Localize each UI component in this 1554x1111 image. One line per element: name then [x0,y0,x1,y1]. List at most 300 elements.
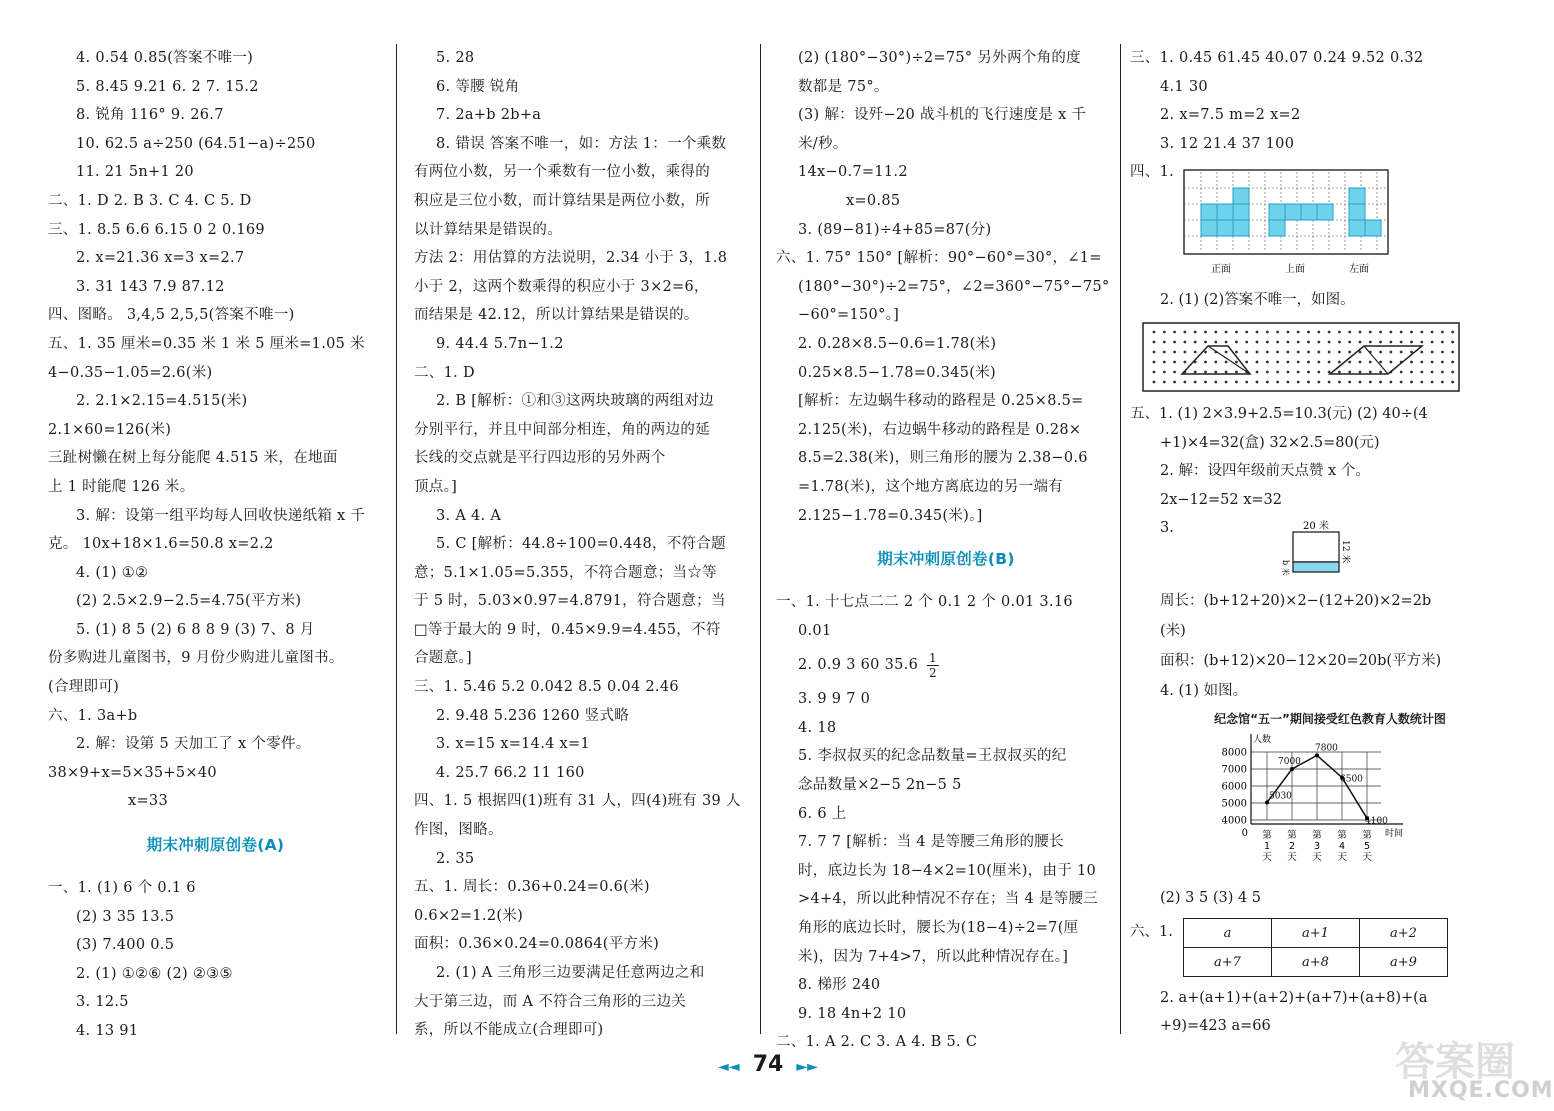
answer-line: 2. 9.48 5.236 1260 竖式略 [436,707,630,724]
grid-dot [1369,361,1372,364]
grid-dot [1214,341,1217,344]
y-tick-label: 6000 [1221,781,1247,793]
x-tick-label: 天 [1312,852,1322,863]
grid-dot [1348,331,1351,334]
answer-line: 2. (1) ①②⑥ (2) ②③⑤ [76,965,233,982]
grid-dot [1163,341,1166,344]
grid-dot [1173,361,1176,364]
answer-column-4 [1130,44,1525,187]
grid-dot [1317,331,1320,334]
answer-column-3 [776,44,1116,1057]
grid-dot [1184,361,1187,364]
grid-dot [1451,381,1454,384]
grid-dot [1410,371,1413,374]
answer-column-2 [414,44,749,1045]
x-tick-label: 第 [1287,830,1297,841]
answer-line: 4.1 30 [1160,78,1208,95]
grid-dot [1410,331,1413,334]
grid-dot [1287,381,1290,384]
grid-dot [1420,331,1423,334]
grid-dot [1369,381,1372,384]
grid-dot [1214,331,1217,334]
grid-dot [1441,381,1444,384]
answer-line: (3) 7.400 0.5 [76,937,175,954]
answer-line: 6. 等腰 锐角 [436,78,520,95]
answer-line: 2.1×60=126(米) [48,421,172,438]
answer-line: 4. (1) ①② [76,564,149,581]
grid-dot [1328,361,1331,364]
grid-dot [1410,361,1413,364]
answer-line: 10. 62.5 a÷250 (64.51−a)÷250 [76,135,316,152]
grid-dot [1173,351,1176,354]
grid-dot [1369,371,1372,374]
grid-dot [1348,361,1351,364]
grid-dot [1194,371,1197,374]
grid-dot [1245,361,1248,364]
grid-dot [1204,371,1207,374]
grid-dot [1235,361,1238,364]
answer-line: 4. 0.54 0.85(答案不唯一) [76,50,254,66]
grid-dot [1235,341,1238,344]
answer-line: 5. 李叔叔买的纪念品数量=王叔叔买的纪 [798,748,1067,765]
grid-dot [1276,381,1279,384]
answer-line: 方法 2：用估算的方法说明，2.34 小于 3，1.8 [414,250,728,267]
expression-table [1183,918,1448,977]
grid-dot [1256,341,1259,344]
watermark-url: MXQE.COM [1408,1078,1554,1103]
grid-dot [1379,361,1382,364]
answer-line: 面积：0.36×0.24=0.0864(平方米) [414,936,660,953]
grid-dot [1204,361,1207,364]
answer-line: 4. 18 [798,719,837,736]
x-tick-label: 第 [1362,830,1372,841]
origin-label: 0 [1241,828,1248,839]
answer-line: 6. 6 上 [798,805,847,822]
answer-line: 4. 25.7 66.2 11 160 [436,764,585,781]
answer-line: 意；5.1×1.05=5.355，不符合题意；当☆等 [414,564,717,581]
grid-dot [1441,371,1444,374]
grid-dot [1276,371,1279,374]
grid-dot [1204,381,1207,384]
rectangle-figure [1275,518,1365,580]
answer-line: 3. 9 9 7 0 [798,691,871,708]
grid-dot [1256,381,1259,384]
answer-line: 4−0.35−1.05=2.6(米) [48,364,213,381]
answer-line: 米/秒。 [798,135,848,152]
grid-dot [1307,361,1310,364]
answer-line: 2. 35 [436,850,475,867]
column-divider [1120,44,1121,1034]
answer-line: (2) (180°−30°)÷2=75° 另外两个角的度 [798,50,1081,66]
table-row [1184,948,1448,977]
y-tick-label: 7000 [1221,764,1247,776]
dot-grid-figure [1142,322,1460,392]
grid-dot [1225,371,1228,374]
grid-dot [1287,341,1290,344]
grid-dot [1235,351,1238,354]
answer-line: 有两位小数，另一个乘数有一位小数，乘得的 [414,164,710,181]
answer-line: 2. x=7.5 m=2 x=2 [1160,107,1301,124]
answer-line: 大于第三边，而 A 不符合三角形的三边关 [414,993,687,1010]
answer-line: 14x−0.7=11.2 [798,164,908,181]
grid-dot [1420,341,1423,344]
answer-line: 0.25×8.5−1.78=0.345(米) [798,364,997,381]
grid-dot [1153,361,1156,364]
answer-line: (米) [1160,623,1186,639]
answer-line: 于 5 时，5.03×0.97=4.8791，符合题意；当 [414,593,726,610]
table-cell: a+8 [1272,948,1360,977]
x-tick-label: 5 [1363,841,1371,852]
answer-line: 上 1 时能爬 126 米。 [48,478,195,495]
grid-dot [1235,381,1238,384]
grid-dot [1307,381,1310,384]
left-view-squares [1349,188,1381,236]
answer-line: 一、1. 十七点二二 2 个 0.1 2 个 0.01 3.16 [776,594,1073,611]
answer-line: 时，底边长为 18−4×2=10(厘米)，由于 10 [798,862,1097,879]
answer-line: □等于最大的 9 时，0.45×9.9=4.455，不符 [414,621,721,638]
table-cell: a+7 [1184,948,1272,977]
grid-dot [1317,381,1320,384]
grid-dot [1400,351,1403,354]
answer-line [776,645,1116,685]
answer-line: 3. x=15 x=14.4 x=1 [436,736,591,753]
answer-line: +9)=423 a=66 [1160,1018,1271,1034]
fraction-denominator: 2 [929,665,937,680]
grid-dot [1390,351,1393,354]
grid-dot [1348,381,1351,384]
answer-line: x=33 [128,793,168,810]
answer-line: 11. 21 5n+1 20 [76,164,194,181]
answer-line: 2.125(米)，右边蜗牛移动的路程是 0.28× [798,421,1082,438]
answer-line: 三、1. 5.46 5.2 0.042 8.5 0.04 2.46 [414,679,679,696]
grid-dot [1317,351,1320,354]
answer-line: 2. 解：设四年级前天点赞 x 个。 [1160,463,1370,480]
answer-line: 六、1. 75° 150° [解析：90°−60°=30°，∠1= [776,250,1102,267]
grid-dot [1451,371,1454,374]
grid-dot [1163,331,1166,334]
grid-dot [1297,341,1300,344]
answer-line: 2x−12=52 x=32 [1160,491,1282,508]
view-label-top: 上面 [1285,264,1305,275]
grid-dot [1328,351,1331,354]
data-label: 7000 [1278,757,1301,767]
answer-line: 角形的底边长时，腰长为(18−4)÷2=7(厘 [798,920,1079,937]
table-cell: a+9 [1360,948,1448,977]
grid-dot [1400,341,1403,344]
grid-dot [1317,371,1320,374]
grid-dot [1214,361,1217,364]
grid-dot [1184,331,1187,334]
grid-dot [1420,381,1423,384]
grid-dot [1287,331,1290,334]
table-row [1184,919,1448,948]
answer-line: 2.125−1.78=0.345(米)。] [798,507,983,524]
grid-dot [1245,331,1248,334]
answer-line: 3. 12 21.4 37 100 [1160,135,1295,152]
grid-dot [1297,351,1300,354]
data-point [1315,753,1319,757]
grid-dot [1400,371,1403,374]
grid-dot [1431,371,1434,374]
grid-dot [1379,371,1382,374]
answer-line: 五、1. (1) 2×3.9+2.5=10.3(元) (2) 40÷(4 [1130,406,1428,422]
column-divider [396,44,397,1034]
answer-line: 米)，因为 7+4>7，所以此种情况存在。] [798,948,1069,965]
grid-dot [1256,361,1259,364]
grid-dot [1163,351,1166,354]
answer-line: 2. 2.1×2.15=4.515(米) [76,393,248,410]
grid-dot [1328,331,1331,334]
grid-dot [1379,351,1382,354]
grid-dot [1451,341,1454,344]
grid-dot [1338,351,1341,354]
top-view-squares [1269,204,1333,236]
grid-dot [1431,361,1434,364]
grid-dot [1317,361,1320,364]
grid-dot [1266,371,1269,374]
x-tick-label: 1 [1263,841,1271,852]
grid-dot [1184,351,1187,354]
grid-dot [1194,341,1197,344]
page-number: 74 [752,1052,784,1077]
grid-dot [1235,371,1238,374]
grid-dot [1410,381,1413,384]
grid-dot [1451,351,1454,354]
view-label-left: 左面 [1349,264,1369,275]
answer-line: 3. 31 143 7.9 87.12 [76,278,225,295]
answer-line: −60°=150°。] [798,307,900,324]
answer-column-1 [48,44,383,1046]
x-tick-label: 第 [1337,830,1347,841]
answer-line: 长线的交点就是平行四边形的另外两个 [414,450,666,467]
shaded-strip [1293,562,1339,572]
answer-line: 9. 44.4 5.7n−1.2 [436,335,564,352]
grid-dot [1390,341,1393,344]
answer-line: (3) 解：设歼−20 战斗机的飞行速度是 x 千 [798,107,1087,124]
grid-dot [1441,341,1444,344]
next-page-arrows-icon: ►► [796,1059,818,1075]
answer-line: 面积：(b+12)×20−12×20=20b(平方米) [1160,653,1442,669]
grid-dot [1204,341,1207,344]
answer-text: 2. 0.9 3 60 35.6 [798,657,919,674]
y-tick-label: 5000 [1221,798,1247,810]
perimeter-area-block [1160,586,1520,706]
answer-line: 2. (1) A 三角形三边要满足任意两边之和 [436,965,705,981]
answer-line: 分别平行，并且中间部分相连，角的两边的延 [414,421,710,438]
answer-line: 2. (1) (2)答案不唯一，如图。 [1160,292,1355,308]
grid-dot [1369,341,1372,344]
answer-line: 四、1. 5 根据四(1)班有 31 人，四(4)班有 39 人 [414,793,741,810]
data-label: 4100 [1365,816,1388,827]
grid-dot [1297,381,1300,384]
answer-line: 克。 10x+18×1.6=50.8 x=2.2 [48,536,274,553]
answer-line: (2) 2.5×2.9−2.5=4.75(平方米) [76,593,302,610]
grid-dot [1338,381,1341,384]
grid-dot [1338,361,1341,364]
answer-line: 8. 梯形 240 [798,977,881,994]
x-tick-label: 天 [1337,852,1347,863]
answer-line: 四、图略。 3,4,5 2,5,5(答案不唯一) [48,307,295,324]
x-tick-label: 第 [1262,830,1272,841]
answer-line: 念品数量×2−5 2n−5 5 [798,777,962,794]
grid-dot [1276,361,1279,364]
grid-dot [1225,341,1228,344]
grid-dot [1225,331,1228,334]
grid-dot [1163,371,1166,374]
grid-dot [1359,341,1362,344]
grid-dot [1297,371,1300,374]
answer-line: 小于 2，这两个数乘得的积应小于 3×2=6， [414,278,709,295]
grid-dot [1235,331,1238,334]
answer-line: 38×9+x=5×35+5×40 [48,764,217,781]
grid-dot [1379,341,1382,344]
grid-dot [1359,371,1362,374]
answer-line: (合理即可) [48,679,120,696]
grid-dot [1431,381,1434,384]
grid-dot [1225,351,1228,354]
answer-line: 三、1. 8.5 6.6 6.15 0 2 0.169 [48,221,265,238]
grid-dot [1184,381,1187,384]
grid-dot [1194,331,1197,334]
grid-dot [1410,341,1413,344]
answer-line: 数都是 75°。 [798,78,889,95]
answer-line: 2. 解：设第 5 天加工了 x 个零件。 [76,736,311,753]
grid-dot [1348,351,1351,354]
grid-dot [1153,371,1156,374]
grid-dot [1153,331,1156,334]
x-axis-label: 时间 [1385,829,1404,839]
grid-dot [1379,331,1382,334]
answer-line: 合题意。] [414,650,472,667]
grid-dot [1204,331,1207,334]
grid-dot [1441,331,1444,334]
x-tick-label: 天 [1362,852,1372,863]
grid-dot [1400,331,1403,334]
grid-dot [1173,331,1176,334]
answer-line: 3. (89−81)÷4+85=87(分) [798,221,992,238]
answer-line: [解析：左边蜗牛移动的路程是 0.25×8.5= [798,393,1084,410]
grid-dot [1307,341,1310,344]
answer-line: x=0.85 [846,192,901,209]
grid-dot [1276,341,1279,344]
answer-line: 8. 错误 答案不唯一，如：方法 1：一个乘数 [436,135,727,152]
grid-dot [1328,341,1331,344]
y-tick-label: 8000 [1221,747,1247,759]
answer-line: >4+4，所以此种情况不存在；当 4 是等腰三 [798,891,1099,908]
answer-line: 4. 13 91 [76,1023,139,1039]
grid-dot [1245,351,1248,354]
grid-dot [1307,351,1310,354]
page-footer [0,1052,1536,1077]
answer-line: =1.78(米)，这个地方离底边的另一端有 [798,478,1064,495]
answer-line: 3. A 4. A [436,507,502,524]
table-cell: a+1 [1272,919,1360,948]
grid-dot [1390,361,1393,364]
grid-dot [1359,361,1362,364]
answer-line: 顶点。] [414,478,458,495]
grid-dot [1256,371,1259,374]
grid-dot [1194,381,1197,384]
y-axis-label: 人数 [1253,735,1272,745]
answer-line: 9. 18 4n+2 10 [798,1005,907,1022]
answer-line: (2) 3 35 13.5 [76,908,175,925]
answer-line: 5. 8.45 9.21 6. 2 7. 15.2 [76,78,259,95]
parallelogram-diagonal [1364,346,1388,374]
grid-dot [1153,341,1156,344]
rect-right-label: 12 米 [1340,540,1350,564]
grid-dot [1420,361,1423,364]
x-tick-label: 2 [1288,841,1296,852]
trapezoid-shape [1182,346,1250,374]
data-point [1290,767,1294,771]
grid-dot [1431,331,1434,334]
watermark-logo: 答案圈 [1395,1039,1515,1085]
grid-dot [1245,341,1248,344]
grid-dot [1184,341,1187,344]
answer-line: 二、1. A 2. C 3. A 4. B 5. C [776,1034,978,1051]
x-tick-label: 第 [1312,830,1322,841]
grid-dot [1204,351,1207,354]
section-6-q2 [1160,984,1427,1040]
answer-line: 以计算结果是错误的。 [414,221,562,238]
grid-dot [1359,381,1362,384]
x-tick-label: 4 [1338,841,1346,852]
front-view-squares [1201,188,1249,236]
grid-dot [1307,331,1310,334]
grid-dot [1266,351,1269,354]
section-heading-b: 期末冲刺原创卷(B) [877,550,1015,569]
grid-dot [1266,361,1269,364]
answer-line: 3. 解：设第一组平均每人回收快递纸箱 x 千 [76,507,366,524]
answer-line: 7. 7 7 [解析：当 4 是等腰三角形的腰长 [798,834,1064,851]
grid-dot [1328,381,1331,384]
answer-line: 5. C [解析：44.8÷100=0.448，不符合题 [436,536,726,553]
grid-dot [1287,351,1290,354]
grid-dot [1256,331,1259,334]
answer-line: 2. a+(a+1)+(a+2)+(a+7)+(a+8)+(a [1160,990,1428,1006]
answer-line: 份多购进儿童图书，9 月份少购进儿童图书。 [48,650,344,667]
answer-line: 四、1. [1130,164,1175,181]
fraction [927,651,939,680]
answer-line: 2. 0.28×8.5−0.6=1.78(米) [798,335,997,352]
grid-dot [1163,361,1166,364]
answer-line: (2) 3 5 (3) 4 5 [1160,890,1262,906]
answer-line: 4. (1) 如图。 [1160,683,1248,699]
answer-line: +1)×4=32(盒) 32×2.5=80(元) [1160,434,1380,451]
table-cell: a+2 [1360,919,1448,948]
large-rectangle [1293,532,1339,562]
grid-dot [1441,351,1444,354]
answer-line: 2. x=21.36 x=3 x=2.7 [76,250,245,267]
grid-dot [1317,341,1320,344]
grid-dot [1266,331,1269,334]
grid-dot [1451,331,1454,334]
grid-dot [1297,361,1300,364]
grid-dot [1163,381,1166,384]
grid-dot [1276,351,1279,354]
data-label: 5030 [1269,791,1292,802]
view-label-front: 正面 [1211,264,1231,275]
chart-title: 纪念馆“五一”期间接受红色教育人数统计图 [1214,712,1446,726]
grid-dot [1173,341,1176,344]
answer-line: 三、1. 0.45 61.45 40.07 0.24 9.52 0.32 [1130,50,1424,66]
grid-dot [1369,331,1372,334]
answer-line: 作图，图略。 [414,822,503,839]
grid-dot [1256,351,1259,354]
x-tick-label: 天 [1262,852,1272,863]
answer-line: 五、1. 35 厘米=0.35 米 1 米 5 厘米=1.05 米 [48,335,365,352]
answer-line: 二、1. D [414,364,475,381]
